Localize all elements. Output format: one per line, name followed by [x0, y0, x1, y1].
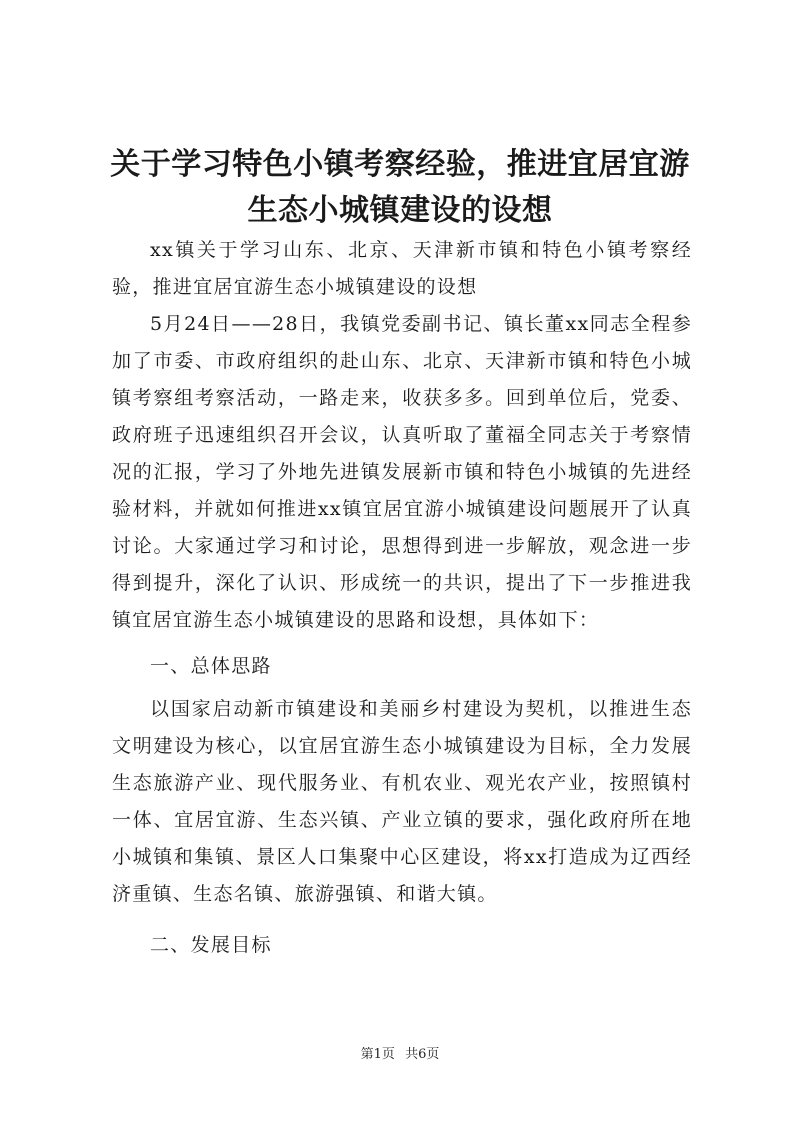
document-title: 关于学习特色小镇考察经验，推进宜居宜游生态小城镇建设的设想 — [110, 147, 690, 228]
background-paragraph: 5月24日——28日，我镇党委副书记、镇长董xx同志全程参加了市委、市政府组织的赴山东、北京、天津新市镇和特色小城镇考察组考察活动，一路走来，收获多多。回到单位后，党委、政府班子迅速组织召开会议，认真听取了董福全同志关于考察情况的汇报，学习了外地先进镇发展新市镇和特色小城镇的先进经验材料，并就如何推进xx镇宜居宜游小城镇建设问题展开了认真讨论。大家通过学习和讨论，思想得到进一步解放，观念进一步得到提升，深化了认识、形成统一的共识，提出了下一步推进我镇宜居宜游生态小城镇建设的思路和设想，具体如下： — [112, 313, 692, 631]
page-footer — [0, 1046, 800, 1064]
page-number: 第1页 — [360, 1047, 395, 1062]
section-heading-development-goals: 二、发展目标 — [150, 934, 272, 956]
section-heading-overall-approach: 一、总体思路 — [150, 655, 272, 677]
document-body — [112, 232, 692, 970]
overall-approach-paragraph: 以国家启动新市镇建设和美丽乡村建设为契机，以推进生态文明建设为核心，以宜居宜游生态小城镇建设为目标，全力发展生态旅游产业、现代服务业、有机农业、观光农产业，按照镇村一体、宜居宜游、生态兴镇、产业立镇的要求，强化政府所在地小城镇和集镇、景区人口集聚中心区建设，将xx打造成为辽西经济重镇、生态名镇、旅游强镇、和谐大镇。 — [112, 698, 692, 905]
intro-paragraph: xx镇关于学习山东、北京、天津新市镇和特色小镇考察经验，推进宜居宜游生态小城镇建设的设想 — [112, 239, 692, 298]
page-total: 共6页 — [405, 1047, 440, 1062]
